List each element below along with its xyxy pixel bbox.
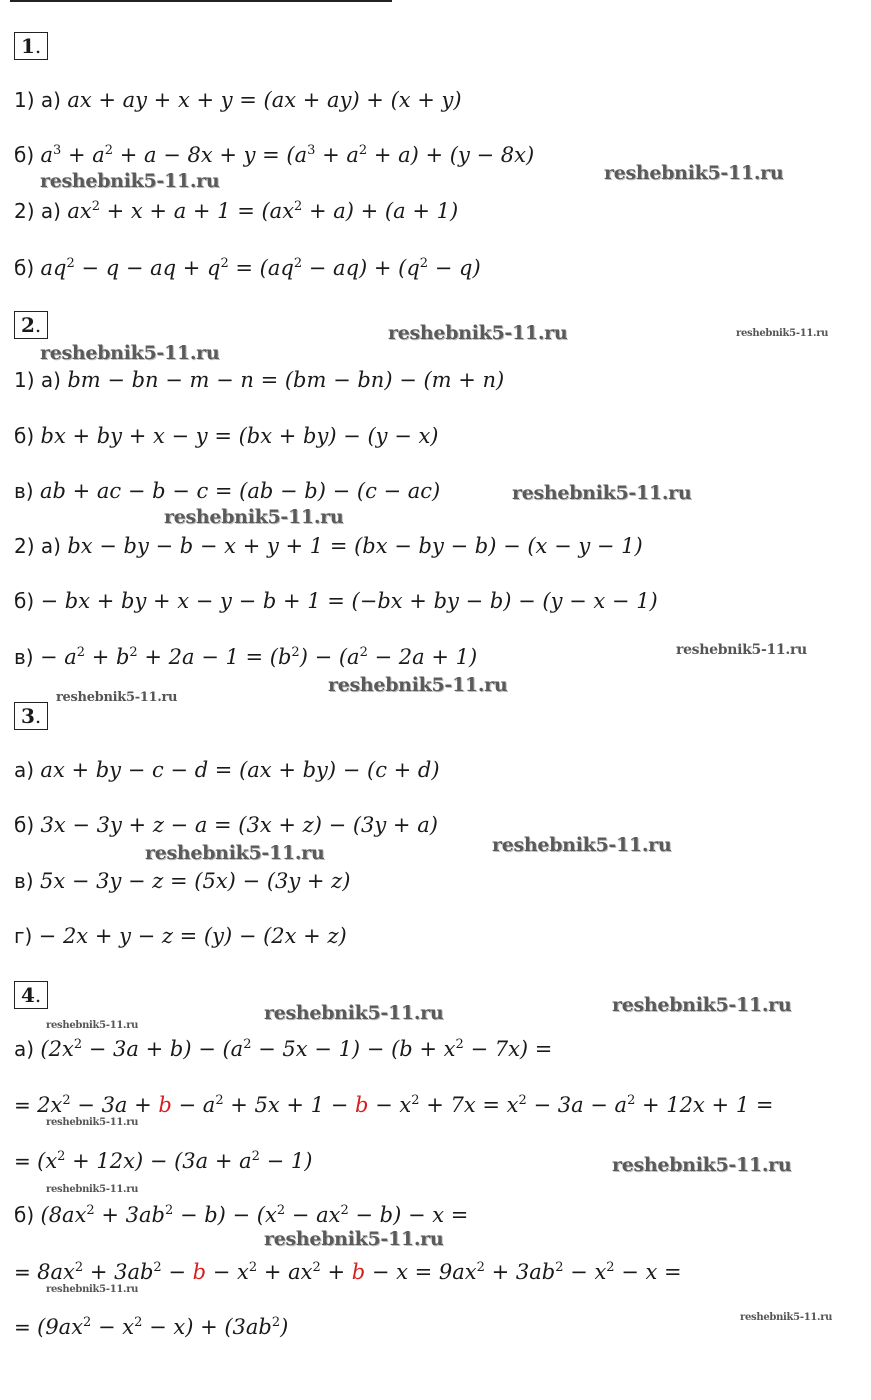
watermark: reshebnik5-11.ru	[40, 342, 220, 364]
highlight-b: b	[158, 1093, 172, 1117]
s1-line-2b: б) $aq^2 - q$ − aq + $q^2 = (aq^2 - aq) + (q^2 - q)$	[14, 256, 481, 280]
watermark: reshebnik5-11.ru	[264, 1228, 444, 1250]
watermark: reshebnik5-11.ru	[612, 1154, 792, 1176]
s2-line-1b: б) bx + by + x − y = (bx + by) − (y − x)	[14, 424, 439, 448]
s4-line-b: б) $(8ax^2 + 3ab^2 - b) - (x^2 - ax^2 - b) - x$ =	[14, 1203, 469, 1227]
s2-line-2v: $в) - a^2 + b^2 + 2a - 1 = (b^2) - (a^2 - 2a + 1)$	[14, 645, 478, 669]
highlight-b: b	[355, 1093, 369, 1117]
s4-line-b3: = $(9ax^2 - x^2 - x) + (3ab^2)$	[14, 1315, 289, 1339]
s2-line-1a: 1) а) bm − bn − m − n = (bm − bn) − (m + n)	[14, 368, 505, 392]
s4-line-a2: = $2x^2 - 3a + b - a^2 + 5x + 1 - b - x^2 + 7x = x^2 - 3a - a^2 + 12x + 1$ =	[14, 1093, 774, 1117]
watermark: reshebnik5-11.ru	[328, 674, 508, 696]
s4-line-a3: = $(x^2 + 12x) - (3a + a^2 - 1)$	[14, 1149, 313, 1173]
s4-line-a: а) $(2x^2 - 3a + b) - (a^2 - 5x - 1) - (b + x^2 - 7x)$ =	[14, 1037, 553, 1061]
watermark: reshebnik5-11.ru	[40, 170, 220, 192]
s3-line-v: в) 5x − 3y − z = (5x) − (3y + z)	[14, 869, 351, 893]
watermark: reshebnik5-11.ru	[56, 690, 178, 705]
watermark: reshebnik5-11.ru	[46, 1284, 139, 1295]
s3-line-g: г) − 2x + y − z = (y) − (2x + z)	[14, 924, 347, 948]
watermark: reshebnik5-11.ru	[736, 328, 829, 339]
watermark: reshebnik5-11.ru	[145, 842, 325, 864]
section-2-number: 2.	[14, 311, 48, 339]
watermark: reshebnik5-11.ru	[46, 1117, 139, 1128]
s2-line-1v: в) ab + ac − b − c = (ab − b) − (c − ac)	[14, 479, 441, 503]
s3-line-a: а) ax + by − c − d = (ax + by) − (c + d)	[14, 758, 440, 782]
section-3-number: 3.	[14, 702, 48, 730]
s1-line-1b: б) $a^3 + a^2 + a - 8x + y = (a^3 + a^2 + a) + (y - 8x)$	[14, 143, 535, 167]
watermark: reshebnik5-11.ru	[676, 642, 807, 658]
watermark: reshebnik5-11.ru	[46, 1184, 139, 1195]
s4-line-b2: = $8ax^2 + 3ab^2 - b - x^2 + ax^2 + b - x = 9ax^2 + 3ab^2 - x^2 - x$ =	[14, 1260, 682, 1284]
watermark: reshebnik5-11.ru	[492, 834, 672, 856]
s2-line-2b: б) − bx + by + x − y − b + 1 = (−bx + by − b) − (y − x − 1)	[14, 589, 658, 613]
s2-line-2a: 2) а) bx − by − b − x + y + 1 = (bx − by − b) − (x − y − 1)	[14, 534, 643, 558]
watermark: reshebnik5-11.ru	[164, 506, 344, 528]
section-4-number: 4.	[14, 981, 48, 1009]
watermark: reshebnik5-11.ru	[512, 482, 692, 504]
watermark: reshebnik5-11.ru	[612, 994, 792, 1016]
watermark: reshebnik5-11.ru	[740, 1312, 833, 1323]
top-rule	[10, 0, 392, 2]
s1-line-2a: 2) а) $ax^2 + x + a + 1 = (ax^2 + a) + (a + 1)$	[14, 199, 459, 223]
watermark: reshebnik5-11.ru	[388, 322, 568, 344]
section-1-number: 1.	[14, 32, 48, 60]
highlight-b: b	[192, 1260, 207, 1284]
watermark: reshebnik5-11.ru	[264, 1002, 444, 1024]
s1-line-1a: 1) а) ax + ay + x + y = (ax + ay) + (x + y)	[14, 88, 462, 112]
s3-line-b: б) 3x − 3y + z − a = (3x + z) − (3y + a)	[14, 813, 438, 837]
watermark: reshebnik5-11.ru	[46, 1020, 139, 1031]
highlight-b: b	[351, 1260, 366, 1284]
watermark: reshebnik5-11.ru	[604, 162, 784, 184]
